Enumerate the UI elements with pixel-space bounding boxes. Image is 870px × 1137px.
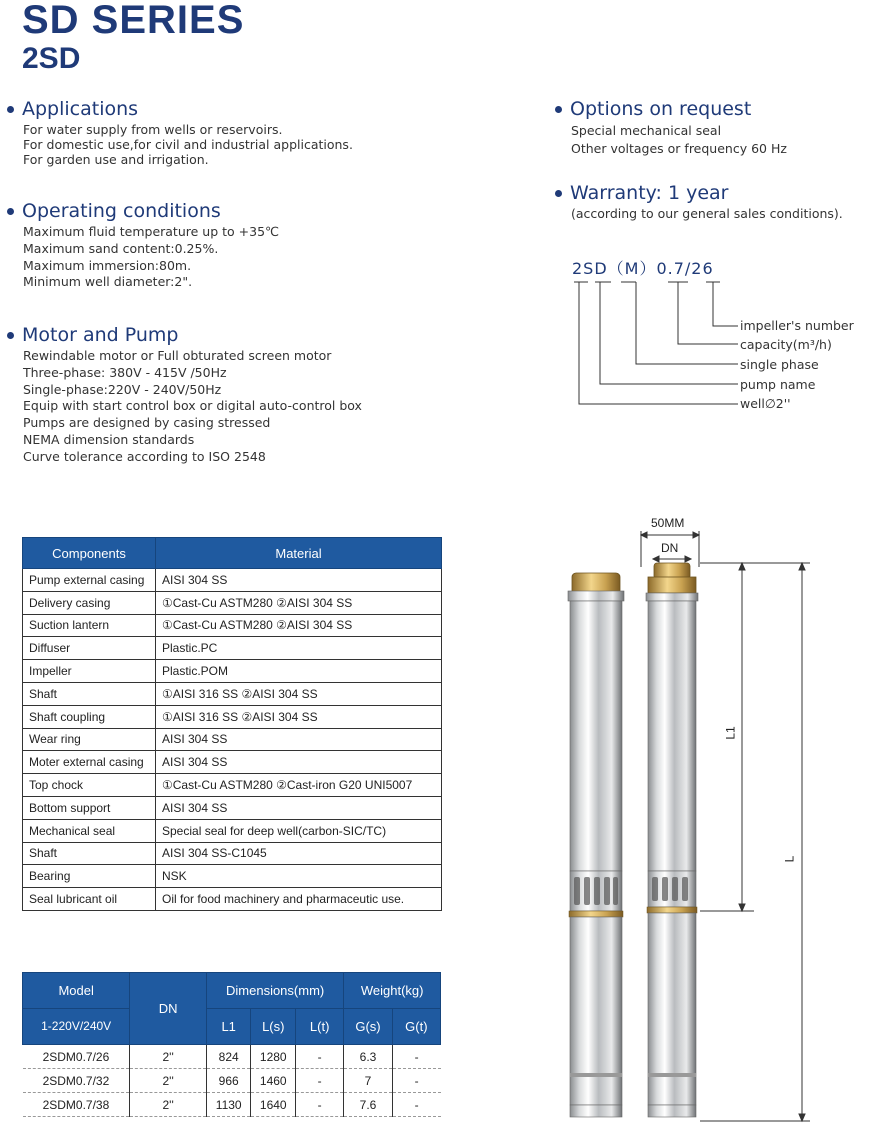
pump-left	[568, 573, 624, 1117]
gt-cell: -	[392, 1045, 440, 1069]
code-label-well: well∅2''	[740, 396, 791, 411]
lt-cell: -	[296, 1069, 344, 1093]
table-row	[23, 751, 442, 774]
gs-cell: 7.6	[344, 1093, 392, 1117]
material-cell: ①Cast-Cu ASTM280 ②AISI 304 SS	[156, 614, 442, 637]
dn-cell: 2''	[130, 1045, 207, 1069]
table-row	[23, 591, 442, 614]
material-cell: Plastic.PC	[156, 637, 442, 660]
dn-cell: 2''	[130, 1093, 207, 1117]
material-header: Material	[156, 538, 442, 569]
table-row	[23, 796, 442, 819]
component-cell: Bearing	[23, 865, 156, 888]
table-row	[23, 1045, 441, 1069]
bullet-icon	[7, 332, 14, 339]
material-cell: Plastic.POM	[156, 660, 442, 683]
motor-heading: Motor and Pump	[22, 324, 178, 346]
material-cell: AISI 304 SS	[156, 751, 442, 774]
pump-drawing	[540, 515, 870, 1135]
lt-cell: -	[296, 1093, 344, 1117]
material-cell: AISI 304 SS-C1045	[156, 842, 442, 865]
dimensions-subheader-row	[23, 1009, 441, 1045]
table-row	[23, 842, 442, 865]
dn-label: DN	[661, 541, 679, 555]
code-label-impeller: impeller's number	[740, 318, 854, 333]
material-cell: AISI 304 SS	[156, 796, 442, 819]
lt-cell: -	[296, 1045, 344, 1069]
l1-cell: 1130	[206, 1093, 251, 1117]
ls-cell: 1640	[251, 1093, 296, 1117]
component-cell: Top chock	[23, 774, 156, 797]
component-cell: Bottom support	[23, 796, 156, 819]
gs-header: G(s)	[344, 1009, 392, 1045]
material-cell: Oil for food machinery and pharmaceutic use.	[156, 888, 442, 911]
table-row	[23, 569, 442, 592]
ls-header: L(s)	[251, 1009, 296, 1045]
table-row	[23, 614, 442, 637]
component-cell: Moter external casing	[23, 751, 156, 774]
model-cell: 2SDM0.7/26	[23, 1045, 130, 1069]
material-cell: ①Cast-Cu ASTM280 ②AISI 304 SS	[156, 591, 442, 614]
material-cell: AISI 304 SS	[156, 728, 442, 751]
component-cell: Wear ring	[23, 728, 156, 751]
dimensions-header: Dimensions(mm)	[206, 973, 343, 1009]
component-cell: Suction lantern	[23, 614, 156, 637]
table-row	[23, 682, 442, 705]
l1-cell: 824	[206, 1045, 251, 1069]
material-cell: ①Cast-Cu ASTM280 ②Cast-iron G20 UNI5007	[156, 774, 442, 797]
component-cell: Diffuser	[23, 637, 156, 660]
gs-cell: 6.3	[344, 1045, 392, 1069]
pump-right	[646, 563, 698, 1117]
lt-header: L(t)	[296, 1009, 344, 1045]
component-cell: Delivery casing	[23, 591, 156, 614]
dimensions-header-row	[23, 973, 441, 1009]
warranty-text: (according to our general sales conditions).	[571, 206, 843, 221]
l-label: L	[782, 855, 797, 863]
code-label-phase: single phase	[740, 357, 819, 372]
motor-text: Rewindable motor or Full obturated screen motor Three-phase: 380V - 415V /50Hz Single-phase:220V - 240V/50Hz Equip with start control box or digital auto-control box Pumps are designed by casing stressed NEMA dimension standards Curve tolerance according to ISO 2548	[23, 348, 362, 464]
dn-cell: 2''	[130, 1069, 207, 1093]
l1-cell: 966	[206, 1069, 251, 1093]
bullet-icon	[7, 208, 14, 215]
bullet-icon	[555, 190, 562, 197]
table-row	[23, 888, 442, 911]
component-cell: Pump external casing	[23, 569, 156, 592]
gt-cell: -	[392, 1093, 440, 1117]
bullet-icon	[555, 106, 562, 113]
model-code: 2SD（M）0.7/26	[572, 259, 714, 278]
model-title: 2SD	[22, 42, 81, 75]
components-header-row	[23, 538, 442, 569]
table-row	[23, 1093, 441, 1117]
dimensions-table	[22, 972, 441, 1117]
material-cell: AISI 304 SS	[156, 569, 442, 592]
weight-header: Weight(kg)	[344, 973, 441, 1009]
components-header: Components	[23, 538, 156, 569]
component-cell: Shaft	[23, 682, 156, 705]
warranty-heading: Warranty: 1 year	[570, 182, 728, 204]
table-row	[23, 660, 442, 683]
l1-header: L1	[206, 1009, 251, 1045]
component-cell: Seal lubricant oil	[23, 888, 156, 911]
operating-text: Maximum fluid temperature up to +35℃ Maximum sand content:0.25%. Maximum immersion:80m. Minimum well diameter:2".	[23, 224, 280, 290]
gt-header: G(t)	[392, 1009, 440, 1045]
table-row	[23, 728, 442, 751]
bullet-icon	[7, 106, 14, 113]
component-cell: Shaft coupling	[23, 705, 156, 728]
applications-text: For water supply from wells or reservoirs. For domestic use,for civil and industrial applications. For garden use and irrigation.	[23, 122, 353, 167]
applications-heading: Applications	[22, 98, 138, 120]
operating-heading: Operating conditions	[22, 200, 221, 222]
options-heading: Options on request	[570, 98, 751, 120]
components-table	[22, 537, 442, 911]
table-row	[23, 865, 442, 888]
ls-cell: 1460	[251, 1069, 296, 1093]
l1-label: L1	[723, 726, 738, 740]
table-row	[23, 1069, 441, 1093]
model-cell: 2SDM0.7/38	[23, 1093, 130, 1117]
model-subheader: 1-220V/240V	[23, 1009, 130, 1045]
component-cell: Mechanical seal	[23, 819, 156, 842]
table-row	[23, 705, 442, 728]
model-cell: 2SDM0.7/32	[23, 1069, 130, 1093]
material-cell: ①AISI 316 SS ②AISI 304 SS	[156, 705, 442, 728]
table-row	[23, 774, 442, 797]
component-cell: Impeller	[23, 660, 156, 683]
dn-header: DN	[130, 973, 207, 1045]
options-text: Special mechanical seal Other voltages or frequency 60 Hz	[571, 123, 787, 156]
model-header: Model	[23, 973, 130, 1009]
gs-cell: 7	[344, 1069, 392, 1093]
material-cell: Special seal for deep well(carbon-SIC/TC)	[156, 819, 442, 842]
table-row	[23, 637, 442, 660]
gt-cell: -	[392, 1069, 440, 1093]
table-row	[23, 819, 442, 842]
material-cell: ①AISI 316 SS ②AISI 304 SS	[156, 682, 442, 705]
series-title: SD SERIES	[22, 0, 245, 42]
width-label: 50MM	[651, 516, 685, 530]
component-cell: Shaft	[23, 842, 156, 865]
material-cell: NSK	[156, 865, 442, 888]
code-label-pump-name: pump name	[740, 377, 816, 392]
ls-cell: 1280	[251, 1045, 296, 1069]
code-label-capacity: capacity(m³/h)	[740, 337, 832, 352]
